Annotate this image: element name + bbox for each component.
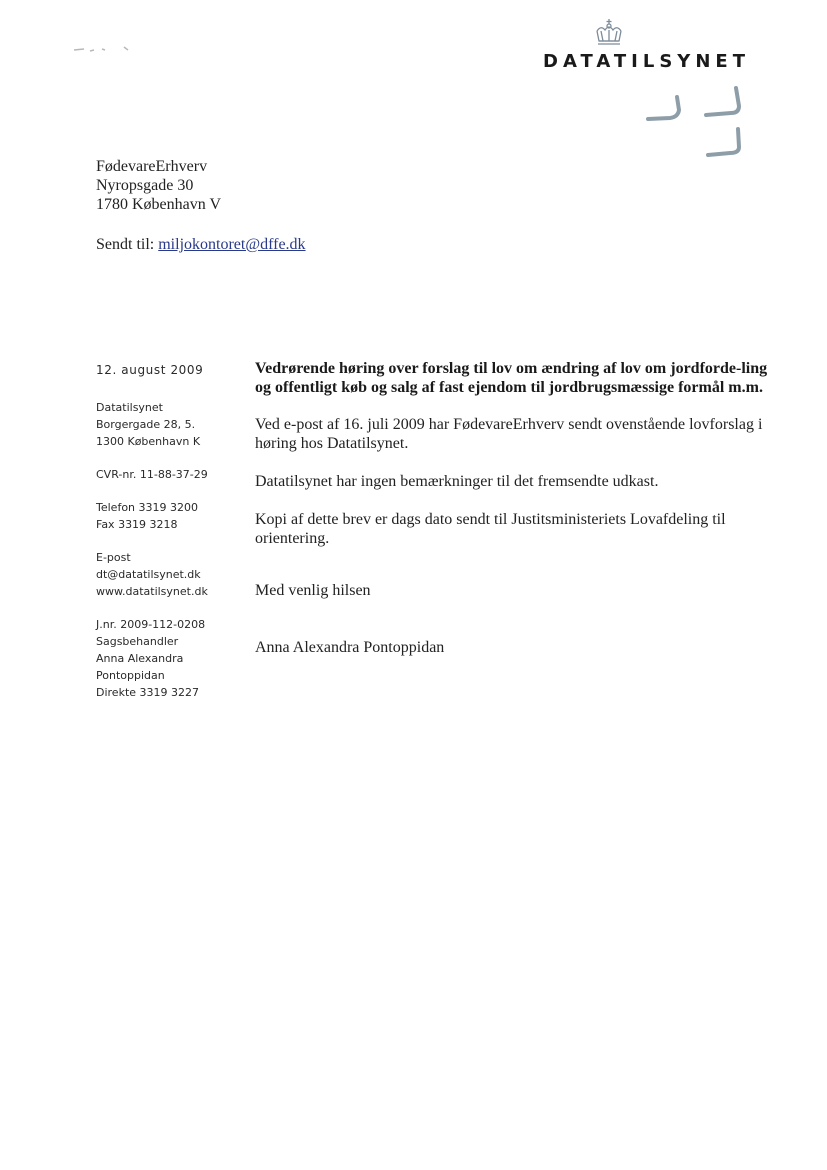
case-handler-name: Anna Alexandra (96, 652, 184, 665)
case-number: J.nr. 2009-112-0208 (96, 618, 206, 631)
letter-paragraph: Ved e-post af 16. juli 2009 har FødevareErhverv sendt ovenstående lovforslag i høring hos Datatilsynet. (255, 416, 763, 452)
sent-to-line (96, 235, 306, 254)
contact-block (96, 549, 246, 600)
sent-to-label: Sendt til: (96, 236, 159, 253)
sender-sidebar (96, 362, 246, 717)
sent-to-email-link[interactable]: miljokontoret@dffe.dk (158, 236, 306, 253)
phone-line: Telefon 3319 3200 (96, 501, 198, 514)
letter-signer: Anna Alexandra Pontoppidan (255, 639, 445, 656)
letter-paragraph: Kopi af dette brev er dags dato sendt til Justitsministeriets Lovafdeling til orientering. (255, 511, 726, 547)
sender-address-line: Borgergade 28, 5. (96, 418, 196, 431)
sender-email[interactable]: dt@datatilsynet.dk (96, 568, 201, 581)
brand-logo: DATATILSYNET (543, 51, 750, 72)
case-handler-label: Sagsbehandler (96, 635, 179, 648)
letter-paragraph: Datatilsynet har ingen bemærkninger til det fremsendte udkast. (255, 473, 659, 490)
crown-icon (592, 18, 626, 48)
scan-speck-icon (72, 44, 132, 54)
fax-line: Fax 3319 3218 (96, 518, 178, 531)
handwritten-mark-icon (640, 80, 760, 165)
sender-address-line: Datatilsynet (96, 401, 163, 414)
phone-block (96, 499, 246, 533)
recipient-city: 1780 København V (96, 196, 222, 213)
sender-website[interactable]: www.datatilsynet.dk (96, 585, 208, 598)
letter-body (255, 359, 785, 676)
sender-address-line: 1300 København K (96, 435, 201, 448)
recipient-address (96, 157, 396, 214)
letter-closing: Med venlig hilsen (255, 582, 371, 599)
recipient-street: Nyropsgade 30 (96, 177, 194, 194)
sender-address (96, 399, 246, 450)
case-block (96, 616, 246, 701)
case-handler-name: Pontoppidan (96, 669, 165, 682)
cvr-number (96, 466, 246, 483)
email-label: E-post (96, 551, 131, 564)
letter-date: 12. august 2009 (96, 363, 204, 377)
letter-subject: Vedrørende høring over forslag til lov om ændring af lov om jordforde-ling og offentligt køb og salg af fast ejendom til jordbrugsmæssige formål m.m. (255, 360, 768, 396)
cvr-line: CVR-nr. 11-88-37-29 (96, 468, 208, 481)
recipient-name: FødevareErhverv (96, 158, 208, 175)
case-handler-phone: Direkte 3319 3227 (96, 686, 200, 699)
